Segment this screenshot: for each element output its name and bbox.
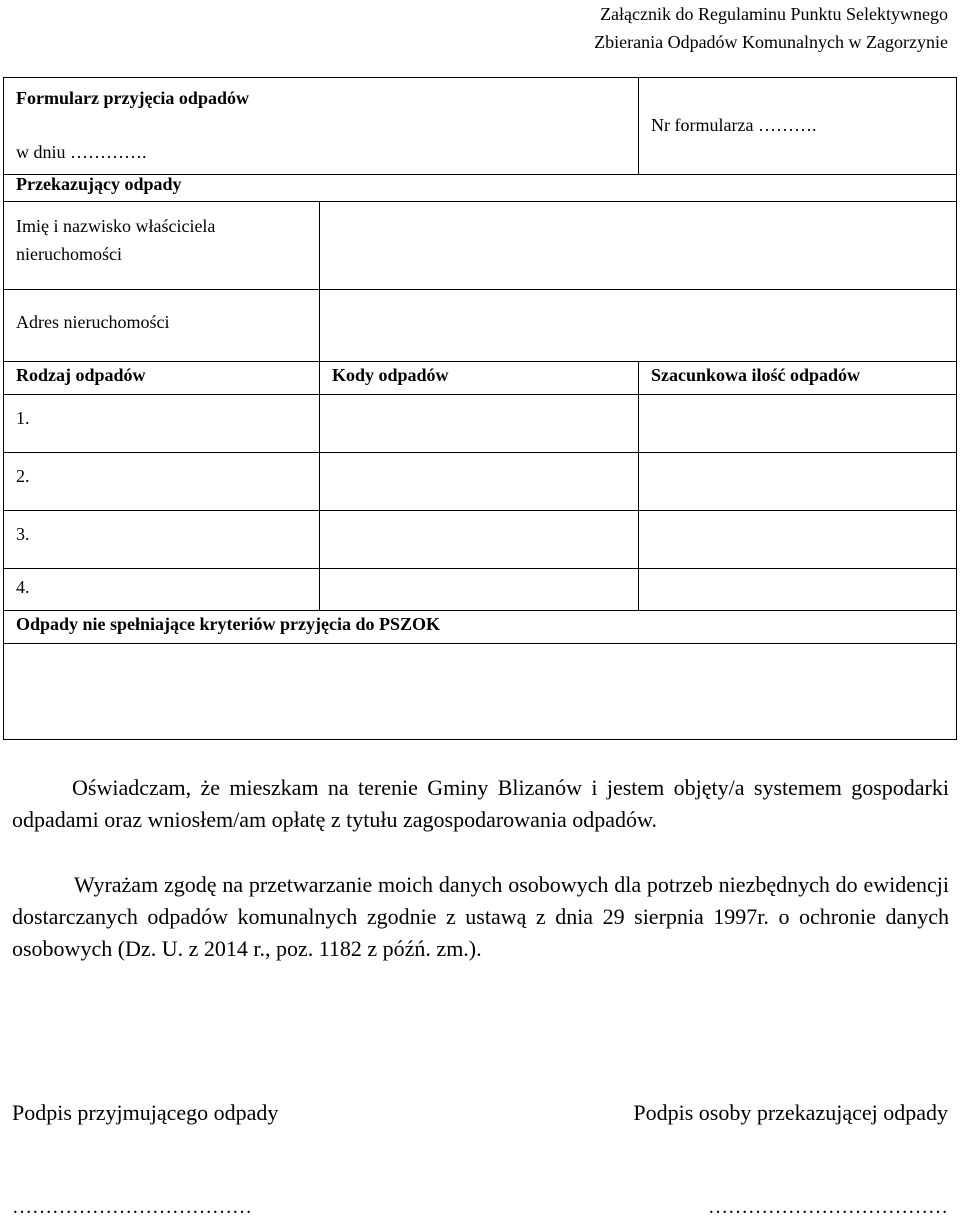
- rejected-waste-field[interactable]: [4, 644, 957, 740]
- document-header: [594, 0, 948, 56]
- waste-acceptance-form: [3, 77, 957, 740]
- waste-amount-field-4[interactable]: [639, 569, 957, 611]
- col-header-estimated-amount: Szacunkowa ilość odpadów: [639, 362, 957, 395]
- waste-amount-field-2[interactable]: [639, 453, 957, 511]
- waste-row-1[interactable]: 1.: [4, 395, 320, 453]
- transferor-heading: Przekazujący odpady: [16, 174, 182, 194]
- receiver-signature-label: Podpis przyjmującego odpady: [12, 1100, 279, 1125]
- waste-code-field-4[interactable]: [320, 569, 639, 611]
- owner-name-label-line1: Imię i nazwisko właściciela: [16, 216, 216, 236]
- waste-amount-field-1[interactable]: [639, 395, 957, 453]
- transferor-signature-label: Podpis osoby przekazującej odpady: [633, 1100, 948, 1125]
- declaration-paragraph-1: Oświadczam, że mieszkam na terenie Gminy Blizanów i jestem objęty/a systemem gospodarki odpadami oraz wniosłem/am opłatę z tytułu zagospodarowania odpadów.: [12, 775, 949, 832]
- header-line-1: Załącznik do Regulaminu Punktu Selektywnego: [600, 4, 948, 24]
- waste-code-field-2[interactable]: [320, 453, 639, 511]
- form-number-cell: [639, 78, 957, 175]
- owner-name-label-cell: [4, 202, 320, 290]
- address-label-cell: [4, 290, 320, 362]
- waste-row-4[interactable]: 4.: [4, 569, 320, 611]
- owner-name-label-line2: nieruchomości: [16, 244, 122, 264]
- address-field[interactable]: [320, 290, 957, 362]
- transferor-heading-cell: [4, 175, 957, 202]
- col-header-waste-type: Rodzaj odpadów: [4, 362, 320, 395]
- form-title: Formularz przyjęcia odpadów: [16, 88, 249, 108]
- waste-row-2[interactable]: 2.: [4, 453, 320, 511]
- declaration-paragraph-2: Wyrażam zgodę na przetwarzanie moich danych osobowych dla potrzeb niezbędnych do ewidencji dostarczanych odpadów komunalnych zgodnie z ustawą z dnia 29 sierpnia 1997r. o ochronie danych osobowych (Dz. U. z 2014 r., poz. 1182 z późń. zm.).: [12, 872, 949, 961]
- form-title-cell: [4, 78, 639, 175]
- rejected-waste-heading-cell: [4, 611, 957, 644]
- receiver-signature-line[interactable]: ………………………………: [12, 1196, 252, 1218]
- waste-code-field-3[interactable]: [320, 511, 639, 569]
- waste-row-3[interactable]: 3.: [4, 511, 320, 569]
- address-label: Adres nieruchomości: [16, 312, 170, 332]
- transferor-signature-line[interactable]: ………………………………: [708, 1196, 948, 1218]
- header-line-2: Zbierania Odpadów Komunalnych w Zagorzynie: [594, 32, 948, 52]
- form-number-field[interactable]: Nr formularza ……….: [651, 115, 817, 135]
- waste-code-field-1[interactable]: [320, 395, 639, 453]
- date-field[interactable]: w dniu ………….: [16, 142, 147, 162]
- rejected-waste-heading: Odpady nie spełniające kryteriów przyjęcia do PSZOK: [16, 614, 440, 634]
- waste-amount-field-3[interactable]: [639, 511, 957, 569]
- owner-name-field[interactable]: [320, 202, 957, 290]
- col-header-waste-codes: Kody odpadów: [320, 362, 639, 395]
